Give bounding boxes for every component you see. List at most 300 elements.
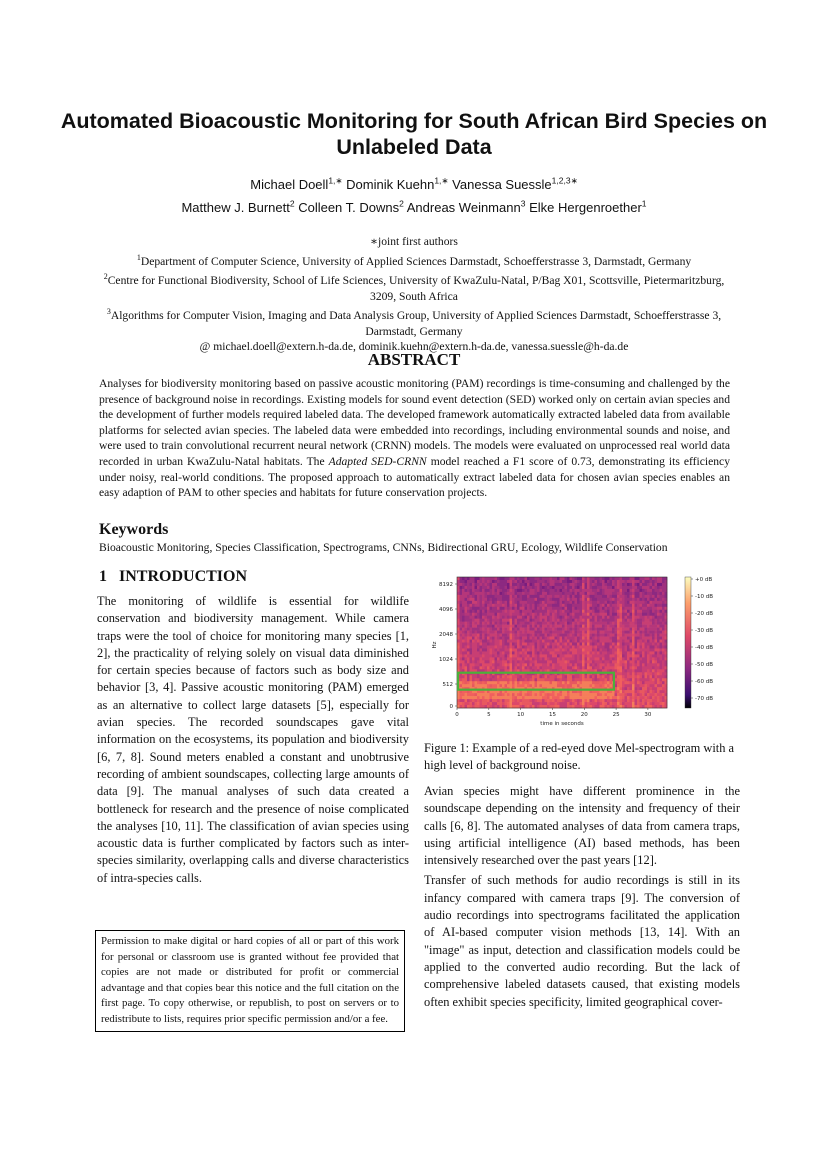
heatmap-cell bbox=[640, 607, 643, 610]
heatmap-cell bbox=[647, 654, 650, 657]
heatmap-cell bbox=[620, 678, 623, 681]
author-affiliation-marker: 1,2,3∗ bbox=[551, 176, 578, 186]
heatmap-cell bbox=[647, 628, 650, 631]
heatmap-cell bbox=[482, 589, 485, 592]
heatmap-cell bbox=[512, 666, 515, 669]
heatmap-cell bbox=[642, 657, 645, 660]
heatmap-cell bbox=[547, 643, 550, 646]
heatmap-cell bbox=[647, 696, 650, 699]
heatmap-cell bbox=[547, 628, 550, 631]
heatmap-cell bbox=[605, 601, 608, 604]
heatmap-cell bbox=[657, 637, 660, 640]
heatmap-cell bbox=[542, 699, 545, 702]
heatmap-cell bbox=[467, 666, 470, 669]
heatmap-cell bbox=[517, 699, 520, 702]
heatmap-cell bbox=[630, 702, 633, 705]
heatmap-cell bbox=[655, 643, 658, 646]
heatmap-cell bbox=[587, 598, 590, 601]
heatmap-cell bbox=[472, 637, 475, 640]
heatmap-cell bbox=[597, 595, 600, 598]
heatmap-cell bbox=[482, 660, 485, 663]
heatmap-cell bbox=[605, 696, 608, 699]
heatmap-cell bbox=[475, 622, 478, 625]
heatmap-cell bbox=[530, 610, 533, 613]
heatmap-cell bbox=[637, 586, 640, 589]
heatmap-cell bbox=[515, 651, 518, 654]
heatmap-cell bbox=[522, 583, 525, 586]
heatmap-cell bbox=[470, 648, 473, 651]
heatmap-cell bbox=[522, 601, 525, 604]
heatmap-cell bbox=[482, 699, 485, 702]
heatmap-cell bbox=[605, 702, 608, 705]
heatmap-cell bbox=[542, 651, 545, 654]
heatmap-cell bbox=[660, 589, 663, 592]
heatmap-cell bbox=[490, 604, 493, 607]
heatmap-cell bbox=[550, 616, 553, 619]
heatmap-cell bbox=[535, 616, 538, 619]
heatmap-cell bbox=[647, 607, 650, 610]
heatmap-cell bbox=[490, 699, 493, 702]
heatmap-cell bbox=[592, 625, 595, 628]
heatmap-cell bbox=[597, 651, 600, 654]
heatmap-cell bbox=[497, 604, 500, 607]
heatmap-cell bbox=[597, 616, 600, 619]
heatmap-cell bbox=[607, 681, 610, 684]
heatmap-cell bbox=[622, 669, 625, 672]
heatmap-cell bbox=[585, 663, 588, 666]
heatmap-cell bbox=[520, 589, 523, 592]
heatmap-cell bbox=[527, 583, 530, 586]
heatmap-cell bbox=[567, 598, 570, 601]
heatmap-cell bbox=[645, 598, 648, 601]
heatmap-cell bbox=[647, 577, 650, 580]
heatmap-cell bbox=[620, 693, 623, 696]
heatmap-cell bbox=[582, 613, 585, 616]
heatmap-cell bbox=[602, 580, 605, 583]
heatmap-cell bbox=[530, 660, 533, 663]
heatmap-cell bbox=[620, 681, 623, 684]
heatmap-cell bbox=[640, 595, 643, 598]
heatmap-cell bbox=[517, 640, 520, 643]
heatmap-cell bbox=[475, 604, 478, 607]
heatmap-cell bbox=[470, 610, 473, 613]
heatmap-cell bbox=[652, 631, 655, 634]
heatmap-cell bbox=[515, 702, 518, 705]
heatmap-cell bbox=[525, 631, 528, 634]
abstract-heading: ABSTRACT bbox=[367, 350, 461, 369]
heatmap-cell bbox=[542, 640, 545, 643]
heatmap-cell bbox=[560, 696, 563, 699]
heatmap-cell bbox=[607, 631, 610, 634]
heatmap-cell bbox=[540, 702, 543, 705]
heatmap-cell bbox=[547, 634, 550, 637]
heatmap-cell bbox=[462, 666, 465, 669]
heatmap-cell bbox=[647, 643, 650, 646]
heatmap-cell bbox=[582, 681, 585, 684]
heatmap-cell bbox=[557, 604, 560, 607]
heatmap-cell bbox=[647, 660, 650, 663]
heatmap-cell bbox=[477, 645, 480, 648]
heatmap-cell bbox=[537, 631, 540, 634]
heatmap-cell bbox=[637, 660, 640, 663]
heatmap-cell bbox=[462, 640, 465, 643]
heatmap-cell bbox=[645, 672, 648, 675]
heatmap-cell bbox=[592, 583, 595, 586]
heatmap-cell bbox=[562, 660, 565, 663]
heatmap-cell bbox=[625, 693, 628, 696]
heatmap-cell bbox=[590, 619, 593, 622]
heatmap-cell bbox=[662, 651, 665, 654]
heatmap-cell bbox=[637, 693, 640, 696]
heatmap-cell bbox=[492, 622, 495, 625]
heatmap-cell bbox=[492, 592, 495, 595]
heatmap-cell bbox=[662, 684, 665, 687]
heatmap-cell bbox=[657, 651, 660, 654]
heatmap-cell bbox=[627, 619, 630, 622]
heatmap-cell bbox=[642, 672, 645, 675]
heatmap-cell bbox=[460, 640, 463, 643]
heatmap-cell bbox=[477, 640, 480, 643]
heatmap-cell bbox=[572, 645, 575, 648]
heatmap-cell bbox=[530, 592, 533, 595]
heatmap-cell bbox=[607, 634, 610, 637]
heatmap-cell bbox=[500, 643, 503, 646]
heatmap-cell bbox=[572, 580, 575, 583]
heatmap-cell bbox=[582, 702, 585, 705]
heatmap-cell bbox=[635, 660, 638, 663]
heatmap-cell bbox=[592, 699, 595, 702]
heatmap-cell bbox=[552, 693, 555, 696]
heatmap-cell bbox=[540, 699, 543, 702]
heatmap-cell bbox=[527, 681, 530, 684]
heatmap-cell bbox=[537, 580, 540, 583]
heatmap-cell bbox=[645, 586, 648, 589]
heatmap-cell bbox=[460, 678, 463, 681]
heatmap-cell bbox=[662, 589, 665, 592]
heatmap-cell bbox=[655, 613, 658, 616]
heatmap-cell bbox=[562, 610, 565, 613]
heatmap-cell bbox=[565, 616, 568, 619]
heatmap-cell bbox=[617, 586, 620, 589]
heatmap-cell bbox=[575, 678, 578, 681]
heatmap-cell bbox=[562, 666, 565, 669]
heatmap-cell bbox=[620, 690, 623, 693]
heatmap-cell bbox=[652, 684, 655, 687]
heatmap-cell bbox=[460, 645, 463, 648]
heatmap-cell bbox=[612, 622, 615, 625]
heatmap-cell bbox=[605, 699, 608, 702]
heatmap-cell bbox=[482, 625, 485, 628]
heatmap-cell bbox=[552, 663, 555, 666]
heatmap-cell bbox=[560, 577, 563, 580]
heatmap-cell bbox=[585, 666, 588, 669]
heatmap-cell bbox=[507, 586, 510, 589]
heatmap-cell bbox=[602, 631, 605, 634]
heatmap-cell bbox=[510, 702, 513, 705]
heatmap-cell bbox=[602, 601, 605, 604]
heatmap-cell bbox=[462, 577, 465, 580]
heatmap-cell bbox=[480, 613, 483, 616]
heatmap-cell bbox=[595, 631, 598, 634]
heatmap-cell bbox=[615, 601, 618, 604]
heatmap-cell bbox=[595, 577, 598, 580]
heatmap-cell bbox=[465, 619, 468, 622]
heatmap-cell bbox=[622, 657, 625, 660]
heatmap-cell bbox=[492, 631, 495, 634]
heatmap-cell bbox=[640, 598, 643, 601]
heatmap-cell bbox=[640, 687, 643, 690]
heatmap-cell bbox=[497, 693, 500, 696]
heatmap-cell bbox=[495, 702, 498, 705]
heatmap-cell bbox=[612, 640, 615, 643]
heatmap-cell bbox=[527, 645, 530, 648]
heatmap-cell bbox=[642, 699, 645, 702]
heatmap-cell bbox=[520, 598, 523, 601]
heatmap-cell bbox=[555, 580, 558, 583]
heatmap-cell bbox=[457, 651, 460, 654]
heatmap-cell bbox=[487, 598, 490, 601]
heatmap-cell bbox=[502, 580, 505, 583]
heatmap-cell bbox=[527, 619, 530, 622]
heatmap-cell bbox=[462, 622, 465, 625]
heatmap-cell bbox=[622, 678, 625, 681]
heatmap-cell bbox=[542, 613, 545, 616]
heatmap-cell bbox=[587, 678, 590, 681]
heatmap-cell bbox=[577, 607, 580, 610]
heatmap-cell bbox=[520, 580, 523, 583]
heatmap-cell bbox=[562, 619, 565, 622]
heatmap-cell bbox=[517, 583, 520, 586]
heatmap-cell bbox=[557, 589, 560, 592]
author-affiliation-marker: 2 bbox=[289, 198, 295, 209]
heatmap-cell bbox=[505, 622, 508, 625]
heatmap-cell bbox=[640, 702, 643, 705]
heatmap-cell bbox=[630, 595, 633, 598]
heatmap-cell bbox=[520, 634, 523, 637]
heatmap-cell bbox=[562, 628, 565, 631]
heatmap-cell bbox=[487, 643, 490, 646]
heatmap-cell bbox=[632, 672, 635, 675]
heatmap-cell bbox=[605, 657, 608, 660]
heatmap-cell bbox=[517, 595, 520, 598]
heatmap-cell bbox=[645, 628, 648, 631]
heatmap-cell bbox=[572, 616, 575, 619]
heatmap-cell bbox=[502, 595, 505, 598]
heatmap-cell bbox=[520, 663, 523, 666]
heatmap-cell bbox=[540, 580, 543, 583]
heatmap-cell bbox=[527, 696, 530, 699]
heatmap-cell bbox=[622, 598, 625, 601]
heatmap-cell bbox=[595, 666, 598, 669]
heatmap-cell bbox=[542, 684, 545, 687]
heatmap-cell bbox=[535, 645, 538, 648]
heatmap-cell bbox=[597, 663, 600, 666]
heatmap-cell bbox=[570, 601, 573, 604]
affiliation-marker: 1 bbox=[136, 252, 141, 262]
heatmap-cell bbox=[600, 616, 603, 619]
heatmap-cell bbox=[662, 702, 665, 705]
heatmap-cell bbox=[562, 696, 565, 699]
heatmap-cell bbox=[650, 699, 653, 702]
heatmap-cell bbox=[460, 598, 463, 601]
heatmap-cell bbox=[477, 589, 480, 592]
heatmap-cell bbox=[592, 601, 595, 604]
heatmap-cell bbox=[550, 648, 553, 651]
heatmap-cell bbox=[660, 654, 663, 657]
heatmap-cell bbox=[617, 610, 620, 613]
heatmap-cell bbox=[485, 589, 488, 592]
heatmap-cell bbox=[607, 604, 610, 607]
heatmap-cell bbox=[480, 637, 483, 640]
heatmap-cell bbox=[537, 628, 540, 631]
heatmap-cell bbox=[645, 696, 648, 699]
heatmap-cell bbox=[465, 651, 468, 654]
author-1: Colleen T. Downs$^2$ bbox=[298, 198, 404, 215]
heatmap-cell bbox=[590, 654, 593, 657]
heatmap-cell bbox=[472, 651, 475, 654]
heatmap-cell bbox=[637, 595, 640, 598]
heatmap-cell bbox=[512, 589, 515, 592]
heatmap-cell bbox=[657, 631, 660, 634]
heatmap-cell bbox=[625, 678, 628, 681]
heatmap-cell bbox=[640, 589, 643, 592]
heatmap-cell bbox=[595, 589, 598, 592]
heatmap-cell bbox=[502, 628, 505, 631]
heatmap-cell bbox=[580, 628, 583, 631]
heatmap-cell bbox=[537, 595, 540, 598]
heatmap-cell bbox=[502, 651, 505, 654]
heatmap-cell bbox=[472, 678, 475, 681]
heatmap-cell bbox=[590, 666, 593, 669]
heatmap-cell bbox=[482, 684, 485, 687]
heatmap-cell bbox=[507, 640, 510, 643]
heatmap-cell bbox=[485, 586, 488, 589]
heatmap-cell bbox=[482, 654, 485, 657]
heatmap-cell bbox=[492, 654, 495, 657]
heatmap-cell bbox=[622, 699, 625, 702]
heatmap-cell bbox=[565, 583, 568, 586]
heatmap-cell bbox=[592, 666, 595, 669]
heatmap-cell bbox=[457, 663, 460, 666]
heatmap-cell bbox=[637, 592, 640, 595]
heatmap-cell bbox=[650, 610, 653, 613]
heatmap-cell bbox=[460, 622, 463, 625]
heatmap-cell bbox=[567, 675, 570, 678]
heatmap-cell bbox=[537, 666, 540, 669]
heatmap-cell bbox=[525, 610, 528, 613]
heatmap-cell bbox=[467, 613, 470, 616]
heatmap-cell bbox=[570, 648, 573, 651]
heatmap-cell bbox=[552, 625, 555, 628]
heatmap-cell bbox=[600, 643, 603, 646]
heatmap-cell bbox=[510, 601, 513, 604]
heatmap-cell bbox=[602, 666, 605, 669]
heatmap-cell bbox=[557, 651, 560, 654]
heatmap-cell bbox=[662, 634, 665, 637]
heatmap-cell bbox=[650, 684, 653, 687]
heatmap-cell bbox=[500, 592, 503, 595]
heatmap-cell bbox=[582, 675, 585, 678]
heatmap-cell bbox=[542, 660, 545, 663]
heatmap-cell bbox=[650, 687, 653, 690]
heatmap-cell bbox=[597, 648, 600, 651]
heatmap-cell bbox=[572, 663, 575, 666]
heatmap-cell bbox=[525, 625, 528, 628]
heatmap-cell bbox=[630, 643, 633, 646]
heatmap-cell bbox=[625, 696, 628, 699]
heatmap-cell bbox=[515, 666, 518, 669]
heatmap-cell bbox=[557, 654, 560, 657]
heatmap-cell bbox=[490, 628, 493, 631]
heatmap-cell bbox=[542, 616, 545, 619]
heatmap-cell bbox=[567, 660, 570, 663]
heatmap-cell bbox=[600, 628, 603, 631]
heatmap-cell bbox=[487, 678, 490, 681]
heatmap-cell bbox=[580, 598, 583, 601]
heatmap-cell bbox=[580, 586, 583, 589]
abstract-part-1: Analyses for biodiversity monitoring based on passive acoustic monitoring (PAM) recordings is time-consuming and challenged by the presence of background noise in recordings. Existing models for sound event detection (SED) worked only on certain avian species and the development of further models required labeled data. The developed framework automatically extracted labeled data from available platforms for selected avian species. The labeled data were embedded into recordings, including environmental sounds and noise, and were used to train convolutional recurrent neural network (CRNN) models. The models were evaluated on unprocessed real world data recorded in urban KwaZulu-Natal habitats. The bbox=[99, 377, 730, 468]
heatmap-cell bbox=[530, 583, 533, 586]
heatmap-cell bbox=[472, 702, 475, 705]
heatmap-cell bbox=[620, 601, 623, 604]
heatmap-cell bbox=[492, 675, 495, 678]
heatmap-cell bbox=[612, 598, 615, 601]
heatmap-cell bbox=[510, 648, 513, 651]
heatmap-cell bbox=[597, 678, 600, 681]
heatmap-cell bbox=[495, 693, 498, 696]
heatmap-cell bbox=[550, 654, 553, 657]
heatmap-cell bbox=[562, 648, 565, 651]
heatmap-cell bbox=[630, 651, 633, 654]
author-2: Vanessa Suessle$^{1,2,3∗}$ bbox=[452, 176, 578, 193]
heatmap-cell bbox=[565, 631, 568, 634]
heatmap-cell bbox=[605, 637, 608, 640]
heatmap-cell bbox=[647, 678, 650, 681]
heatmap-cell bbox=[557, 645, 560, 648]
heatmap-cell bbox=[527, 657, 530, 660]
heatmap-cell bbox=[597, 693, 600, 696]
heatmap-cell bbox=[577, 660, 580, 663]
heatmap-cell bbox=[625, 607, 628, 610]
heatmap-cell bbox=[537, 616, 540, 619]
heatmap-cell bbox=[485, 631, 488, 634]
heatmap-cell bbox=[602, 663, 605, 666]
heatmap-cell bbox=[630, 580, 633, 583]
heatmap-cell bbox=[622, 607, 625, 610]
heatmap-cell bbox=[610, 619, 613, 622]
heatmap-cell bbox=[490, 592, 493, 595]
heatmap-cell bbox=[632, 625, 635, 628]
heatmap-cell bbox=[660, 640, 663, 643]
heatmap-cell bbox=[615, 696, 618, 699]
heatmap-cell bbox=[532, 640, 535, 643]
heatmap-cell bbox=[480, 631, 483, 634]
heatmap-cell bbox=[515, 601, 518, 604]
heatmap-cell bbox=[527, 684, 530, 687]
heatmap-cell bbox=[542, 601, 545, 604]
heatmap-cell bbox=[555, 640, 558, 643]
heatmap-cell bbox=[647, 681, 650, 684]
heatmap-cell bbox=[475, 613, 478, 616]
heatmap-cell bbox=[580, 675, 583, 678]
heatmap-cell bbox=[470, 684, 473, 687]
heatmap-cell bbox=[607, 583, 610, 586]
heatmap-cell bbox=[612, 634, 615, 637]
heatmap-cell bbox=[660, 678, 663, 681]
heatmap-cell bbox=[535, 696, 538, 699]
heatmap-cell bbox=[615, 634, 618, 637]
heatmap-cell bbox=[575, 681, 578, 684]
